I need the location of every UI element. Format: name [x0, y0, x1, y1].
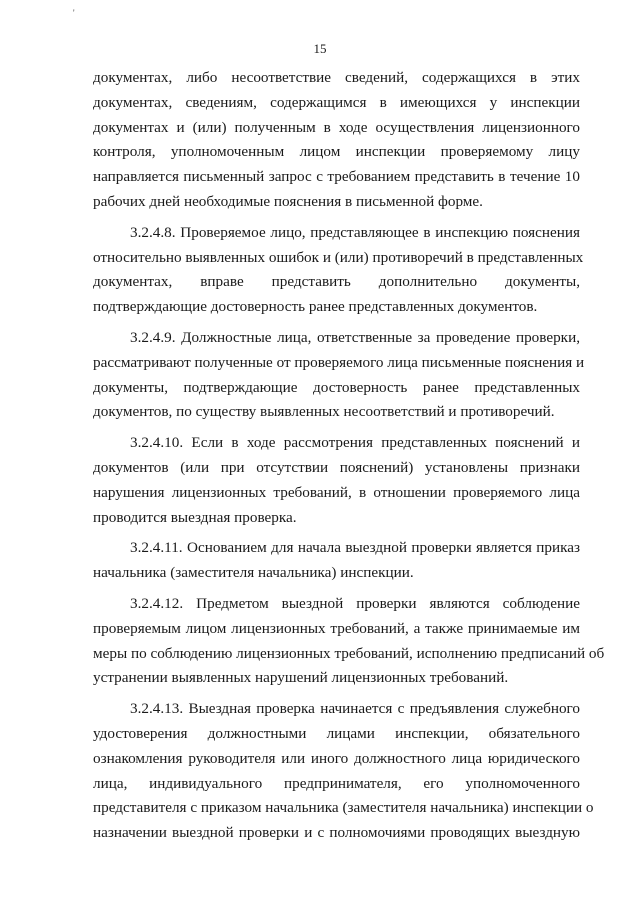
text-line: устранении выявленных нарушений лицензионных требований. — [93, 669, 509, 687]
paragraph-3-2-4-13 — [93, 697, 594, 846]
document-body — [93, 66, 605, 852]
text-line: документов, по существу выявленных несоответствий и противоречий. — [93, 403, 555, 421]
text-line: документах, либо несоответствие сведений, содержащихся в этих — [93, 69, 580, 86]
text-line: начальника (заместителя начальника) инспекции. — [93, 564, 414, 582]
text-line: 3.2.4.10. Если в ходе рассмотрения представленных пояснений и — [130, 434, 580, 452]
text-line: 3.2.4.12. Предметом выездной проверки являются соблюдение — [130, 594, 580, 612]
text-line: рабочих дней необходимые пояснения в письменной форме. — [93, 192, 483, 210]
text-line: назначении выездной проверки и с полномочиями проводящих выездную — [93, 824, 580, 842]
text-line: 3.2.4.13. Выездная проверка начинается с предъявления служебного — [130, 700, 580, 718]
text-line: относительно выявленных ошибок и (или) противоречий в представленных — [93, 248, 584, 266]
text-line: 3.2.4.11. Основанием для начала выездной проверки является приказ — [130, 539, 580, 557]
text-line: подтверждающие достоверность ранее представленных документов. — [93, 298, 538, 316]
paragraph-3-2-4-9 — [93, 326, 585, 425]
scan-mark: ' — [73, 8, 75, 18]
paragraph-continuation — [93, 66, 580, 215]
text-line: документах и (или) полученным в ходе осуществления лицензионного — [93, 118, 580, 136]
text-line: контроля, уполномоченным лицом инспекции проверяемому лицу — [93, 143, 580, 161]
text-line: представителя с приказом начальника (заместителя начальника) инспекции о — [93, 799, 594, 817]
page-number: 15 — [313, 41, 327, 56]
text-line: меры по соблюдению лицензионных требований, исполнению предписаний об — [93, 644, 605, 662]
text-line: рассматривают полученные от проверяемого лица письменные пояснения и — [93, 353, 585, 371]
text-line: документов (или при отсутствии пояснений) установлены признаки — [93, 458, 580, 476]
text-line: документы, подтверждающие достоверность ранее представленных — [93, 378, 580, 396]
text-line: документах, сведениям, содержащимся в имеющихся у инспекции — [93, 93, 580, 111]
text-line: 3.2.4.8. Проверяемое лицо, представляющее в инспекцию пояснения — [130, 223, 580, 241]
text-line: документах, вправе представить дополнительно документы, — [93, 273, 580, 291]
text-line: нарушения лицензионных требований, в отношении проверяемого лица — [93, 483, 580, 501]
text-line: проверяемым лицом лицензионных требований, а также принимаемые им — [93, 619, 580, 637]
text-line: ознакомления руководителя или иного должностного лица юридического — [93, 749, 580, 767]
text-line: проводится выездная проверка. — [93, 508, 297, 526]
text-line: удостоверения должностными лицами инспекции, обязательного — [93, 724, 580, 742]
text-line: лица, индивидуального предпринимателя, его уполномоченного — [93, 774, 580, 792]
paragraph-3-2-4-10 — [93, 431, 580, 530]
paragraph-3-2-4-11 — [93, 536, 580, 586]
paragraph-3-2-4-8 — [93, 221, 584, 320]
text-line: направляется письменный запрос с требованием представить в течение 10 — [93, 168, 580, 186]
text-line: 3.2.4.9. Должностные лица, ответственные за проведение проверки, — [130, 328, 580, 346]
paragraph-3-2-4-12 — [93, 592, 605, 691]
